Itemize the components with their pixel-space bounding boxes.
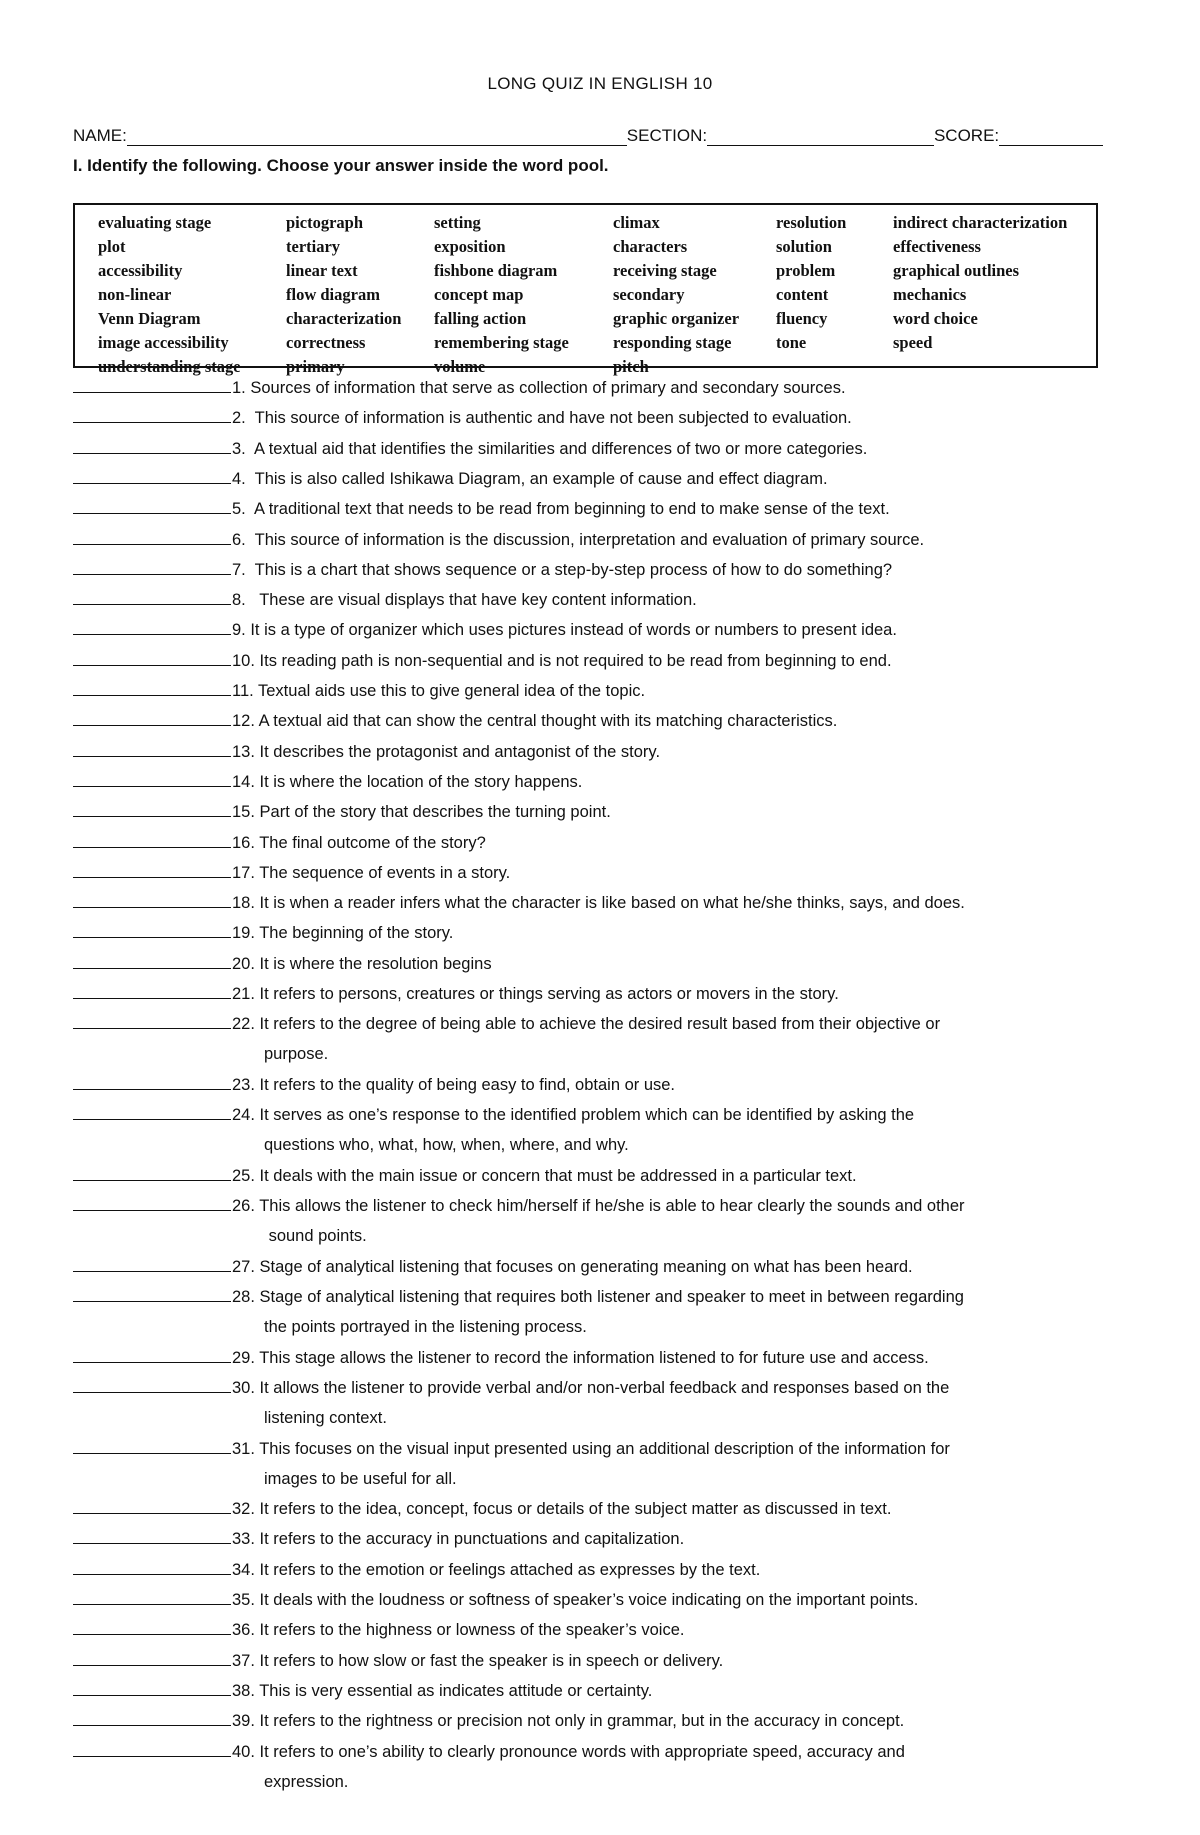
- question-text: A textual aid that identifies the similarities and differences of two or more categories.: [245, 439, 868, 458]
- question-text: The sequence of events in a story.: [254, 863, 511, 882]
- word-pool-term: resolution: [776, 213, 847, 232]
- question-text: This is also called Ishikawa Diagram, an example of cause and effect diagram.: [245, 469, 828, 488]
- word-pool-term: setting: [434, 213, 481, 232]
- question-item: [73, 434, 1133, 464]
- question-number: 39.: [232, 1712, 255, 1731]
- question-item: [73, 1737, 1133, 1797]
- answer-blank[interactable]: [73, 1495, 231, 1514]
- word-pool-term: remembering stage: [434, 333, 569, 352]
- question-text: The final outcome of the story?: [254, 833, 486, 852]
- word-pool-term: receiving stage: [613, 261, 717, 280]
- question-text: It serves as one’s response to the identified problem which can be identified by asking the: [254, 1106, 915, 1125]
- question-item: [73, 615, 1133, 645]
- question-text: Stage of analytical listening that requires both listener and speaker to meet in between regarding: [254, 1288, 964, 1306]
- question-text-continued: purpose.: [264, 1045, 329, 1064]
- question-text: A traditional text that needs to be read from beginning to end to make sense of the text.: [245, 500, 890, 519]
- question-number: 38.: [232, 1681, 255, 1700]
- question-number: 27.: [232, 1257, 255, 1276]
- question-number: 10.: [232, 651, 255, 670]
- question-number: 16.: [232, 833, 255, 852]
- question-text: Stage of analytical listening that focuses on generating meaning on what has been heard.: [254, 1257, 913, 1276]
- question-item: [73, 1282, 1133, 1342]
- answer-blank[interactable]: [73, 950, 231, 969]
- question-number: 24.: [232, 1106, 255, 1125]
- question-text: Textual aids use this to give general idea of the topic.: [253, 682, 646, 700]
- answer-blank[interactable]: [73, 586, 231, 605]
- answer-blank[interactable]: [73, 980, 231, 999]
- word-pool-term: Venn Diagram: [98, 309, 201, 328]
- word-pool-term: effectiveness: [893, 237, 981, 256]
- question-item: [73, 1070, 1133, 1100]
- question-item: [73, 1343, 1133, 1373]
- question-number: 1.: [232, 379, 246, 397]
- word-pool-term: linear text: [286, 261, 358, 280]
- word-pool-term: primary: [286, 357, 345, 376]
- question-item: [73, 1585, 1133, 1615]
- question-item: [73, 1252, 1133, 1282]
- question-item: [73, 1494, 1133, 1524]
- word-pool-term: characterization: [286, 309, 402, 328]
- question-text: It describes the protagonist and antagonist of the story.: [254, 742, 661, 761]
- question-number: 23.: [232, 1075, 255, 1094]
- word-pool-term: plot: [98, 237, 126, 256]
- instructions: I. Identify the following. Choose your answer inside the word pool.: [73, 156, 609, 175]
- word-pool-term: solution: [776, 237, 832, 256]
- answer-blank[interactable]: [73, 1556, 231, 1575]
- question-number: 5.: [232, 500, 246, 519]
- answer-blank[interactable]: [73, 616, 231, 635]
- question-number: 30.: [232, 1378, 255, 1397]
- question-number: 15.: [232, 803, 255, 822]
- answer-blank[interactable]: [73, 1374, 231, 1393]
- question-number: 25.: [232, 1166, 255, 1185]
- question-text: It refers to the idea, concept, focus or details of the subject matter as discussed in text.: [254, 1500, 892, 1519]
- question-item: [73, 373, 1133, 403]
- answer-blank[interactable]: [73, 1525, 231, 1544]
- question-text: It refers to the emotion or feelings attached as expresses by the text.: [254, 1560, 761, 1579]
- question-text: These are visual displays that have key content information.: [245, 591, 697, 610]
- answer-blank[interactable]: [73, 677, 231, 696]
- word-pool-term: characters: [613, 237, 688, 256]
- question-number: 4.: [232, 469, 246, 488]
- word-pool-term: mechanics: [893, 285, 967, 304]
- question-text: This allows the listener to check him/herself if he/she is able to hear clearly the sounds and other: [254, 1197, 965, 1216]
- question-item: [73, 949, 1133, 979]
- question-number: 6.: [232, 530, 246, 549]
- question-text: It refers to how slow or fast the speaker is in speech or delivery.: [254, 1651, 724, 1670]
- word-pool-term: correctness: [286, 333, 366, 352]
- question-item: [73, 1009, 1133, 1069]
- word-pool-term: concept map: [434, 285, 524, 304]
- word-pool-term: problem: [776, 261, 836, 280]
- word-pool-term: content: [776, 285, 829, 304]
- question-text: It refers to the accuracy in punctuations and capitalization.: [254, 1530, 685, 1549]
- question-item: [73, 1615, 1133, 1645]
- question-item: [73, 1434, 1133, 1494]
- question-item: [73, 464, 1133, 494]
- question-number: 14.: [232, 772, 255, 791]
- answer-blank[interactable]: [73, 556, 231, 575]
- answer-blank[interactable]: [73, 1707, 231, 1726]
- answer-blank[interactable]: [73, 1647, 231, 1666]
- answer-blank[interactable]: [73, 495, 231, 514]
- answer-blank[interactable]: [73, 798, 231, 817]
- question-text-continued: expression.: [264, 1772, 349, 1791]
- question-item: [73, 525, 1133, 555]
- question-text-continued: the points portrayed in the listening process.: [264, 1318, 587, 1336]
- word-pool-term: responding stage: [613, 333, 732, 352]
- question-text: It is where the location of the story happens.: [254, 772, 583, 791]
- question-text-continued: images to be useful for all.: [264, 1469, 457, 1488]
- question-text-continued: questions who, what, how, when, where, and why.: [264, 1136, 629, 1155]
- question-text: This focuses on the visual input presented using an additional description of the information for: [254, 1439, 950, 1458]
- question-number: 31.: [232, 1439, 255, 1458]
- name-blank[interactable]: [127, 129, 627, 146]
- question-number: 33.: [232, 1530, 255, 1549]
- question-item: [73, 1191, 1133, 1251]
- question-number: 13.: [232, 742, 255, 761]
- word-pool-term: falling action: [434, 309, 527, 328]
- word-pool-term: evaluating stage: [98, 213, 212, 232]
- question-number: 11.: [232, 682, 254, 700]
- question-text: This is a chart that shows sequence or a step-by-step process of how to do something?: [245, 560, 893, 579]
- question-number: 20.: [232, 954, 255, 973]
- section-label: SECTION:: [626, 126, 708, 145]
- question-item: [73, 858, 1133, 888]
- answer-blank[interactable]: [73, 829, 231, 848]
- answer-blank[interactable]: [73, 526, 231, 545]
- question-number: 9.: [232, 621, 246, 640]
- word-pool-term: tertiary: [286, 237, 341, 256]
- word-pool-term: accessibility: [98, 261, 183, 280]
- word-pool-term: pictograph: [286, 213, 364, 232]
- answer-blank[interactable]: [73, 1738, 231, 1757]
- question-item: [73, 555, 1133, 585]
- question-text: It is a type of organizer which uses pictures instead of words or numbers to present idea.: [245, 621, 897, 640]
- question-item: [73, 828, 1133, 858]
- word-pool-term: word choice: [893, 309, 978, 328]
- word-pool-term: volume: [434, 357, 486, 376]
- question-text: It refers to persons, creatures or things serving as actors or movers in the story.: [254, 985, 839, 1003]
- answer-blank[interactable]: [73, 1253, 231, 1272]
- question-item: [73, 1706, 1133, 1736]
- question-number: 36.: [232, 1621, 255, 1640]
- name-label: NAME:: [73, 126, 127, 145]
- question-text: Sources of information that serve as collection of primary and secondary sources.: [245, 379, 846, 397]
- question-item: [73, 767, 1133, 797]
- question-number: 21.: [232, 985, 255, 1003]
- answer-blank[interactable]: [73, 1283, 231, 1302]
- score-label: SCORE:: [933, 126, 1000, 145]
- word-pool-term: exposition: [434, 237, 506, 256]
- question-number: 37.: [232, 1651, 255, 1670]
- question-text: This is very essential as indicates attitude or certainty.: [254, 1681, 653, 1700]
- question-text: Part of the story that describes the turning point.: [254, 803, 611, 822]
- question-number: 29.: [232, 1348, 255, 1367]
- question-item: [73, 1161, 1133, 1191]
- question-number: 32.: [232, 1500, 255, 1519]
- question-item: [73, 676, 1133, 706]
- word-pool-term: fluency: [776, 309, 828, 328]
- question-item: [73, 918, 1133, 948]
- question-text: Its reading path is non-sequential and is not required to be read from beginning to end.: [254, 651, 892, 670]
- question-text: It deals with the main issue or concern that must be addressed in a particular text.: [254, 1166, 857, 1185]
- question-item: [73, 1100, 1133, 1160]
- question-item: [73, 706, 1133, 736]
- word-pool-term: non-linear: [98, 285, 172, 304]
- question-item: [73, 1524, 1133, 1554]
- answer-blank[interactable]: [73, 1344, 231, 1363]
- word-pool-term: graphic organizer: [613, 309, 740, 328]
- question-number: 34.: [232, 1560, 255, 1579]
- question-text: The beginning of the story.: [254, 924, 454, 943]
- question-number: 12.: [232, 712, 255, 731]
- question-text: It is when a reader infers what the character is like based on what he/she thinks, says, and does.: [254, 894, 965, 913]
- question-number: 26.: [232, 1197, 255, 1216]
- question-item: [73, 797, 1133, 827]
- answer-blank[interactable]: [73, 919, 231, 938]
- section-blank[interactable]: [707, 129, 934, 146]
- question-number: 22.: [232, 1015, 255, 1034]
- question-number: 3.: [232, 439, 246, 458]
- question-item: [73, 1373, 1133, 1433]
- question-text: It refers to the highness or lowness of the speaker’s voice.: [254, 1621, 685, 1640]
- quiz-title: LONG QUIZ IN ENGLISH 10: [487, 74, 713, 93]
- question-text-continued: sound points.: [264, 1227, 367, 1246]
- question-item: [73, 585, 1133, 615]
- question-text: This stage allows the listener to record the information listened to for future use and access.: [254, 1348, 929, 1367]
- question-number: 18.: [232, 894, 255, 913]
- word-pool-term: understanding stage: [98, 357, 241, 376]
- word-pool-term: tone: [776, 333, 807, 352]
- word-pool-term: flow diagram: [286, 285, 380, 304]
- answer-blank[interactable]: [73, 647, 231, 666]
- question-text: This source of information is the discussion, interpretation and evaluation of primary source.: [245, 530, 925, 549]
- question-number: 2.: [232, 409, 246, 428]
- question-number: 19.: [232, 924, 255, 943]
- word-pool-term: fishbone diagram: [434, 261, 558, 280]
- question-text: It deals with the loudness or softness of speaker’s voice indicating on the important points.: [254, 1591, 919, 1609]
- answer-blank[interactable]: [73, 1162, 231, 1181]
- answer-blank[interactable]: [73, 1192, 231, 1211]
- answer-blank[interactable]: [73, 435, 231, 454]
- answer-blank[interactable]: [73, 1435, 231, 1454]
- answer-blank[interactable]: [73, 404, 231, 423]
- answer-blank[interactable]: [73, 1616, 231, 1635]
- question-item: [73, 494, 1133, 524]
- question-item: [73, 737, 1133, 767]
- question-text: It refers to one’s ability to clearly pronounce words with appropriate speed, accuracy and: [254, 1742, 905, 1761]
- answer-blank[interactable]: [73, 707, 231, 726]
- question-text: This source of information is authentic and have not been subjected to evaluation.: [245, 409, 852, 428]
- student-info-line: [73, 126, 1103, 146]
- question-text-continued: listening context.: [264, 1408, 387, 1427]
- question-text: It refers to the rightness or precision not only in grammar, but in the accuracy in concept.: [254, 1712, 905, 1731]
- answer-blank[interactable]: [73, 374, 231, 393]
- question-item: [73, 1676, 1133, 1706]
- question-item: [73, 403, 1133, 433]
- answer-blank[interactable]: [73, 1071, 231, 1090]
- answer-blank[interactable]: [73, 1010, 231, 1029]
- answer-blank[interactable]: [73, 465, 231, 484]
- question-number: 35.: [232, 1591, 255, 1609]
- question-number: 8.: [232, 591, 246, 610]
- score-blank[interactable]: [999, 129, 1103, 146]
- word-pool-term: graphical outlines: [893, 261, 1020, 280]
- word-pool-term: indirect characterization: [893, 213, 1068, 232]
- answer-blank[interactable]: [73, 859, 231, 878]
- word-pool-term: speed: [893, 333, 933, 352]
- question-item: [73, 646, 1133, 676]
- answer-blank[interactable]: [73, 1677, 231, 1696]
- answer-blank[interactable]: [73, 1586, 231, 1605]
- answer-blank[interactable]: [73, 1101, 231, 1120]
- question-text: It refers to the quality of being easy to find, obtain or use.: [254, 1075, 676, 1094]
- question-number: 40.: [232, 1742, 255, 1761]
- word-pool-box: [73, 203, 1098, 376]
- answer-blank[interactable]: [73, 889, 231, 908]
- word-pool-term: pitch: [613, 357, 649, 376]
- question-item: [73, 888, 1133, 918]
- question-item: [73, 979, 1133, 1009]
- question-number: 17.: [232, 863, 255, 882]
- question-item: [73, 1646, 1133, 1676]
- question-number: 7.: [232, 560, 246, 579]
- question-text: It refers to the degree of being able to achieve the desired result based from their objective or: [254, 1015, 941, 1034]
- word-pool-term: climax: [613, 213, 660, 232]
- answer-blank[interactable]: [73, 738, 231, 757]
- word-pool-term: image accessibility: [98, 333, 229, 352]
- question-text: It is where the resolution begins: [254, 954, 492, 973]
- question-text: A textual aid that can show the central thought with its matching characteristics.: [254, 712, 838, 731]
- word-pool-term: secondary: [613, 285, 685, 304]
- question-item: [73, 1555, 1133, 1585]
- question-number: 28.: [232, 1288, 255, 1306]
- question-text: It allows the listener to provide verbal and/or non-verbal feedback and responses based on the: [254, 1378, 950, 1397]
- answer-blank[interactable]: [73, 768, 231, 787]
